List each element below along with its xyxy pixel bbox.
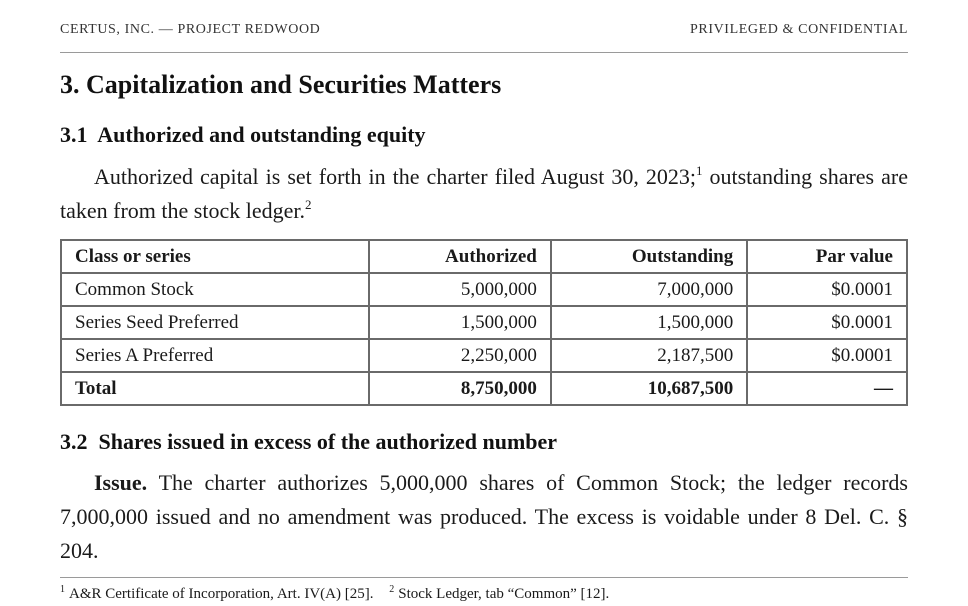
column-header-authorized: Authorized (369, 240, 551, 273)
table-cell-par-value: $0.0001 (747, 273, 907, 306)
table-cell-authorized: 5,000,000 (369, 273, 551, 306)
capitalization-table (60, 239, 908, 406)
table-cell-outstanding: 2,187,500 (551, 339, 747, 372)
footnote-1 (60, 586, 374, 602)
excess-shares-paragraph (60, 466, 908, 568)
document-page (60, 0, 908, 606)
footnote-2-text: Stock Ledger, tab “Common” [12]. (398, 586, 610, 602)
column-header-class: Class or series (61, 240, 369, 273)
table-row (61, 339, 907, 372)
column-header-par-value: Par value (747, 240, 907, 273)
table-cell-class: Series Seed Preferred (61, 306, 369, 339)
table-cell-par-value: $0.0001 (747, 306, 907, 339)
table-cell-outstanding: 1,500,000 (551, 306, 747, 339)
header-left-text: CERTUS, INC. — PROJECT REDWOOD (60, 22, 321, 37)
table-total-row (61, 372, 907, 405)
section-title: 3. Capitalization and Securities Matters (60, 70, 502, 99)
total-authorized: 8,750,000 (369, 372, 551, 405)
issue-lead-label: Issue. (94, 470, 148, 495)
total-par-value: — (747, 372, 907, 405)
table-cell-authorized: 1,500,000 (369, 306, 551, 339)
header-right-text: PRIVILEGED & CONFIDENTIAL (690, 22, 908, 37)
issue-body-text: The charter authorizes 5,000,000 shares of Common Stock; the ledger records 7,000,000 issued and no amendment was produced. The excess is voidable under 8 Del. C. § 204. (60, 470, 908, 563)
footnote-2 (389, 586, 609, 602)
subsection-title-excess-shares: 3.2 Shares issued in excess of the authorized number (60, 429, 558, 454)
table-cell-outstanding: 7,000,000 (551, 273, 747, 306)
footnote-ref-2[interactable]: 2 (304, 197, 312, 212)
column-header-outstanding: Outstanding (551, 240, 747, 273)
table-row (61, 273, 907, 306)
paragraph-text-part2: outstanding shares are taken from the stock ledger. (60, 164, 908, 223)
footnote-1-text: A&R Certificate of Incorporation, Art. IV(A) [25]. (69, 586, 374, 602)
table-row (61, 306, 907, 339)
table-cell-authorized: 2,250,000 (369, 339, 551, 372)
footnotes (60, 586, 908, 603)
header-divider (60, 52, 908, 53)
footnote-divider (60, 577, 908, 578)
table-cell-class: Series A Preferred (61, 339, 369, 372)
running-header (60, 22, 908, 42)
table-cell-par-value: $0.0001 (747, 339, 907, 372)
footnote-1-number: 1 (60, 584, 65, 595)
table-header-row (61, 240, 907, 273)
total-outstanding: 10,687,500 (551, 372, 747, 405)
footnote-ref-1[interactable]: 1 (695, 163, 703, 178)
subsection-title-authorized-equity: 3.1 Authorized and outstanding equity (60, 122, 426, 147)
authorized-capital-paragraph (60, 160, 908, 228)
paragraph-text-part1: Authorized capital is set forth in the charter filed August 30, 2023; (94, 164, 696, 189)
table-cell-class: Common Stock (61, 273, 369, 306)
footnote-2-number: 2 (389, 584, 395, 595)
total-label: Total (61, 372, 369, 405)
